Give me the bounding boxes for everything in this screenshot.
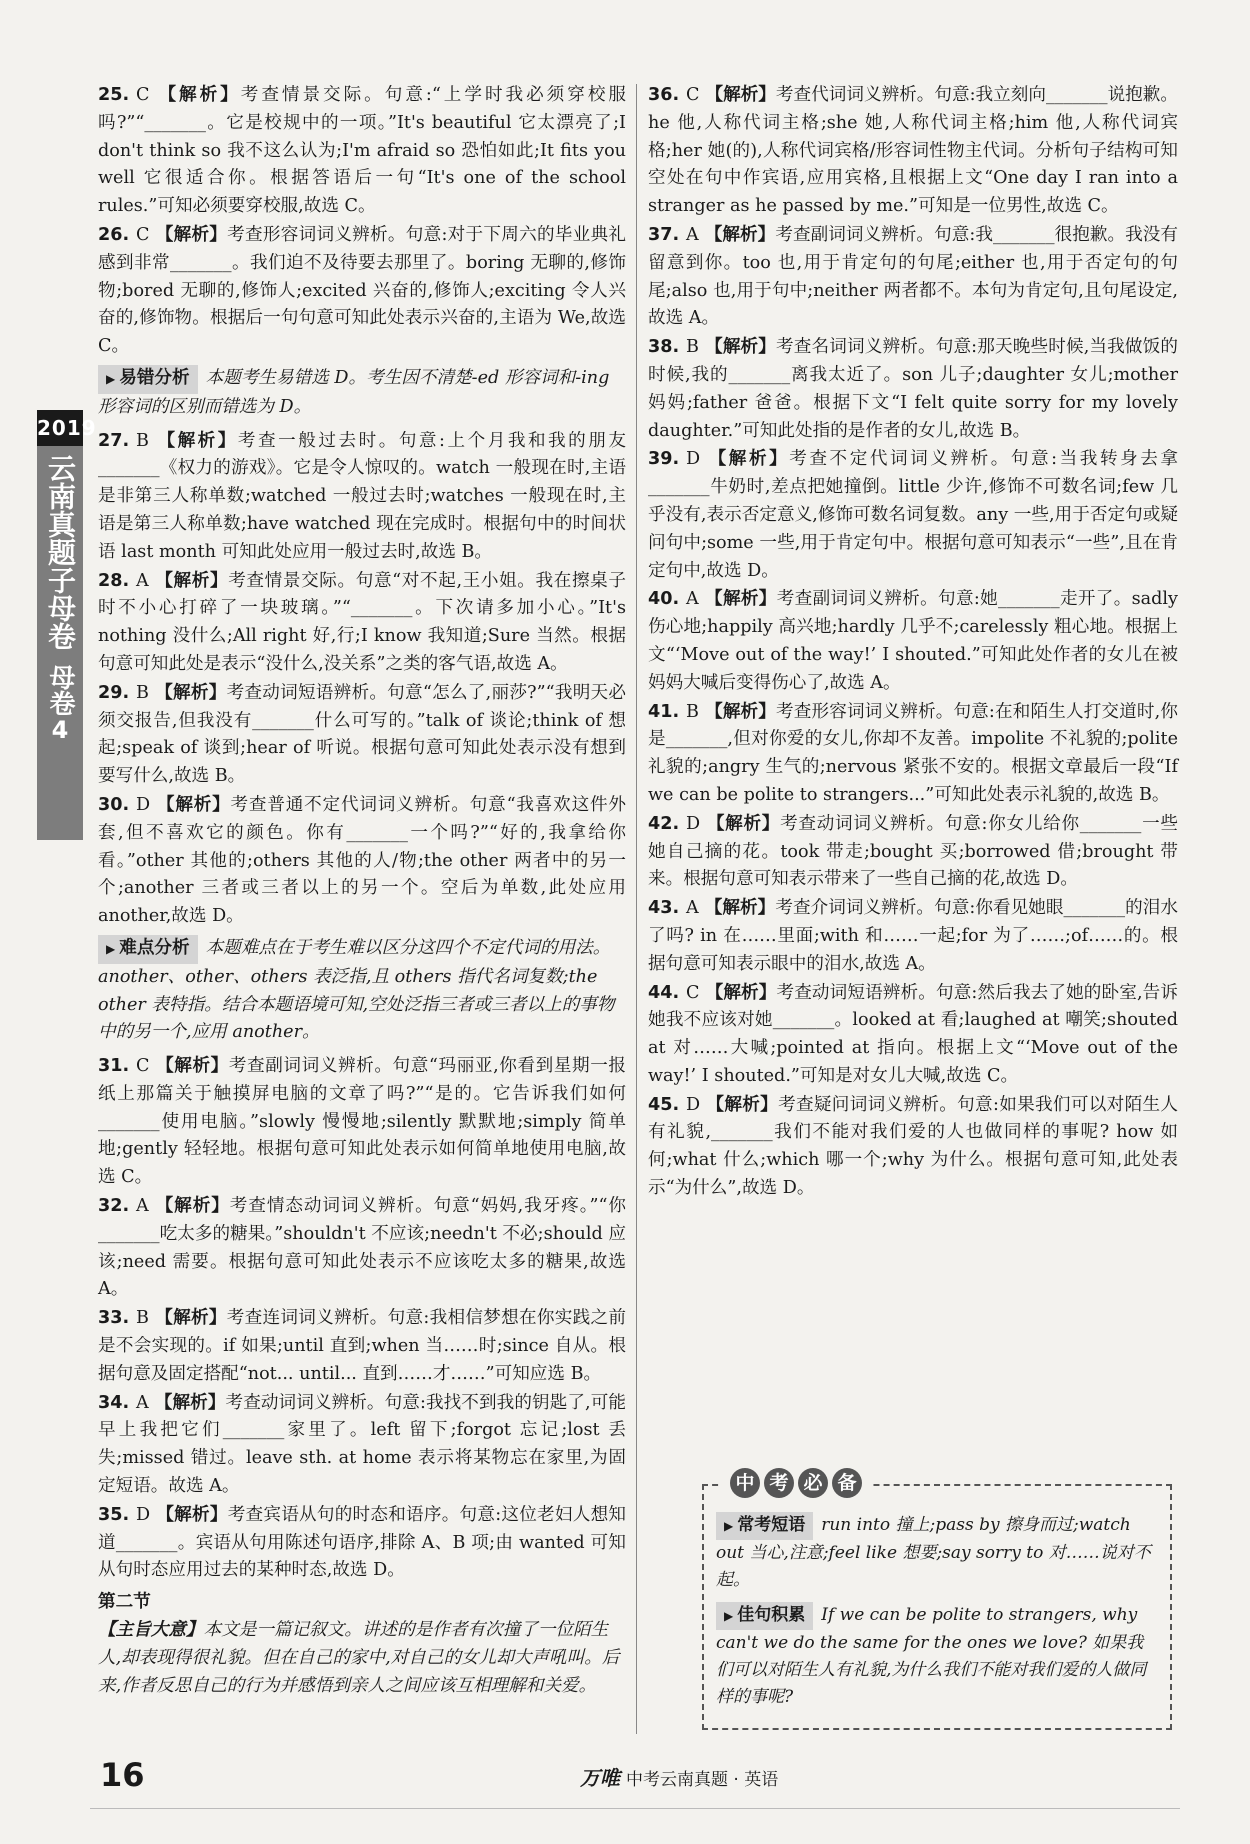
analysis-tag: 【解析】 (704, 224, 776, 245)
analysis-text: 考查动词词义辨析。句意:我找不到我的钥匙了,可能早上我把它们_______家里了。left 留下;forgot 忘记;lost 丢失;missed 错过。leave sth. at home 表示将某物忘在家里,为固定短语。故选 A。 (98, 1392, 626, 1497)
question-number: 35. (98, 1504, 130, 1525)
question-number: 25. (98, 85, 130, 105)
footer-book-title: 中考云南真题 · 英语 (626, 1770, 779, 1790)
phrases-label: ▶ 常考短语 (716, 1512, 813, 1540)
analysis-text: 考查一般过去时。句意:上个月我和我的朋友_______《权力的游戏》。它是令人惊叹的。watch 一般现在时,主语是非第三人称单数;watched 一般过去时;watches 一般现在时,主语是第三人称单数;have watched 现在完成时。根据句中的时间状语 last month 可知此处应用一般过去时,故选 B。 (98, 430, 626, 562)
side-tab-sub-text: 母卷 (45, 664, 75, 716)
question-number: 28. (98, 570, 130, 591)
analysis-tag: 【解析】 (154, 682, 227, 703)
box-title-char: 中 (730, 1468, 760, 1498)
analysis-text: 考查普通不定代词词义辨析。句意“我喜欢这件外套,但不喜欢它的颜色。你有_______一个吗?”“好的,我拿给你看。”other 其他的;others 其他的人/物;the other 两者中的另一个;another 三者或三者以上的另一个。空后为单数,此处应用 another,故选 D。 (98, 794, 626, 927)
analysis-text: 考查疑问词词义辨析。句意:如果我们可以对陌生人有礼貌,_______我们不能对我们爱的人也做同样的事呢? how 如何;what 什么;which 哪一个;why 为什么。根据句意可知,此处表示“为什么”,故选 D。 (648, 1094, 1178, 1199)
analysis-text: 考查介词词义辨析。句意:你看见她眼_______的泪水了吗? in 在……里面;with 和……一起;for 为了……;of……的。根据句意可知表示眼中的泪水,故选 A。 (648, 898, 1178, 974)
analysis-tag: 【解析】 (154, 570, 229, 591)
answer-entry (98, 428, 626, 567)
analysis-text: 考查形容词词义辨析。句意:对于下周六的毕业典礼感到非常_______。我们迫不及待要去那里了。boring 无聊的,修饰物;bored 无聊的,修饰人;excited 兴奋的,修饰人;exciting 令人兴奋的,修饰物。根据后一句句意可知此处表示兴奋的,主语为 We,故选 C。 (98, 224, 626, 357)
answer-letter: C (136, 1056, 150, 1077)
analysis-tag: 【解析】 (705, 982, 777, 1003)
answer-letter: B (136, 682, 149, 703)
left-column (98, 82, 626, 1700)
analysis-text: 考查情态动词词义辨析。句意“妈妈,我牙疼。”“你_______吃太多的糖果。”shouldn't 不应该;needn't 不必;should 应该;need 需要。根据句意可知此处表示不应该吃太多的糖果,故选 A。 (98, 1196, 626, 1300)
note-label: ▶ 易错分析 (98, 365, 198, 394)
question-number: 41. (648, 701, 680, 722)
question-number: 42. (648, 813, 680, 834)
summary-tag: 【主旨大意】 (98, 1620, 204, 1641)
answer-entry (98, 1193, 626, 1304)
answer-entry (648, 334, 1178, 445)
answer-letter: B (136, 430, 149, 451)
question-number: 30. (98, 794, 130, 815)
question-number: 38. (648, 337, 680, 358)
answer-letter: A (136, 1392, 149, 1413)
footer-title (580, 1762, 778, 1791)
analysis-note (98, 365, 626, 422)
sentence-text: If we can be polite to strangers, why can't we do the same for the ones we love? 如果我们可以对陌生人有礼貌,为什么我们不能对我们爱的人做同样的事呢? (716, 1605, 1147, 1707)
side-tab (37, 410, 97, 840)
page-number: 16 (100, 1756, 145, 1794)
question-number: 44. (648, 982, 680, 1003)
question-number: 43. (648, 898, 680, 919)
note-text: 本题考生易错选 D。考生因不清楚-ed 形容词和-ing 形容词的区别而错选为 D。 (98, 367, 610, 417)
answer-entry (98, 82, 626, 221)
question-number: 33. (98, 1308, 130, 1329)
answer-letter: B (136, 1308, 149, 1329)
phrases-text: run into 撞上;pass by 擦身而过;watch out 当心,注意;feel like 想要;say sorry to 对……说对不起。 (716, 1515, 1151, 1590)
question-number: 32. (98, 1196, 130, 1217)
analysis-tag: 【解析】 (154, 430, 238, 451)
footer-line (90, 1808, 1180, 1809)
analysis-tag: 【解析】 (154, 1392, 226, 1413)
analysis-text: 考查动词词义辨析。句意:你女儿给你_______一些她自己摘的花。took 带走;bought 买;borrowed 借;brought 带来。根据句意可知表示带来了一些自己摘的花,故选 D。 (648, 813, 1178, 890)
answer-entry (648, 811, 1178, 894)
answer-entry (648, 586, 1178, 697)
answer-letter: C (686, 85, 700, 105)
question-number: 36. (648, 85, 680, 105)
sentence-row (716, 1602, 1158, 1711)
answer-entry (98, 680, 626, 791)
box-title (722, 1468, 870, 1498)
analysis-text: 考查动词短语辨析。句意:然后我去了她的卧室,告诉她我不应该对她_______。looked at 看;laughed at 嘲笑;shouted at 对……大喊;pointed at 指向。根据上文“‘Move out of the way!’ I shouted.”可知是对女儿大喊,故选 C。 (648, 982, 1178, 1086)
answer-entry (98, 1053, 626, 1192)
analysis-note (98, 935, 626, 1047)
question-number: 26. (98, 224, 130, 245)
analysis-text: 考查名词词义辨析。句意:那天晚些时候,当我做饭的时候,我的_______离我太近了。son 儿子;daughter 女儿;mother 妈妈;father 爸爸。根据下文“I felt quite sorry for my lovely daughter.”可知此处指的是作者的女儿,故选 B。 (648, 337, 1178, 441)
question-number: 27. (98, 430, 130, 451)
note-text: 本题难点在于考生难以区分这四个不定代词的用法。another、other、others 表泛指,且 others 指代名词复数;the other 表特指。结合本题语境可知,空处泛指三者或三者以上的事物中的另一个,应用 another。 (98, 937, 615, 1043)
answer-entry (98, 222, 626, 361)
answer-entry (648, 82, 1178, 221)
answer-letter: D (686, 449, 701, 470)
analysis-text: 考查动词短语辨析。句意“怎么了,丽莎?”“我明天必须交报告,但我没有_______什么可写的。”talk of 谈论;think of 想起;speak of 谈到;hear of 听说。根据句意可知此处表示没有想到要写什么,故选 B。 (98, 682, 626, 787)
answer-letter: C (136, 85, 150, 105)
question-number: 29. (98, 682, 130, 703)
question-number: 34. (98, 1392, 130, 1413)
analysis-text: 考查情景交际。句意:“上学时我必须穿校服吗?”“_______。它是校规中的一项。”It's beautiful 它太漂亮了;I don't think so 我不这么认为;I'm afraid so 恐怕如此;It fits you well 它很适合你。根据答语后一句“It's one of the school rules.”可知必须要穿校服,故选 C。 (98, 85, 626, 217)
side-tab-num: 4 (51, 716, 69, 744)
analysis-tag: 【解析】 (705, 85, 776, 105)
summary (98, 1617, 626, 1700)
answer-entry (648, 980, 1178, 1091)
analysis-tag: 【解析】 (155, 85, 241, 105)
analysis-text: 考查形容词词义辨析。句意:在和陌生人打交道时,你是_______,但对你爱的女儿,你却不友善。impolite 不礼貌的;polite 礼貌的;angry 生气的;nervous 紧张不安的。根据文章最后一段“If we can be polite to strangers...”可知此处表示礼貌的,故选 B。 (648, 701, 1178, 805)
answer-letter: A (136, 1196, 149, 1217)
question-number: 37. (648, 224, 680, 245)
answer-letter: A (686, 589, 699, 610)
analysis-text: 考查副词词义辨析。句意:她_______走开了。sadly 伤心地;happily 高兴地;hardly 几乎不;carelessly 粗心地。根据上文“‘Move out of the way!’ I shouted.”可知此处作者的女儿在被妈妈大喊后变得伤心了,故选 A。 (648, 589, 1178, 693)
analysis-text: 考查副词词义辨析。句意:我_______很抱歉。我没有留意到你。too 也,用于肯定句的句尾;either 也,用于否定句的句尾;also 也,用于句中;neither 两者都不。本句为肯定句,且句尾设定,故选 A。 (648, 224, 1178, 329)
analysis-text: 考查代词词义辨析。句意:我立刻向_______说抱歉。he 他,人称代词主格;she 她,人称代词主格;him 他,人称代词宾格;her 她(的),人称代词宾格/形容词性物主代词。分析句子结构可知空处在句中作宾语,应用宾格,且根据上文“One day I ran into a stranger as he passed by me.”可知是一位男性,故选 C。 (648, 85, 1178, 217)
analysis-text: 考查宾语从句的时态和语序。句意:这位老妇人想知道_______。宾语从句用陈述句语序,排除 A、B 项;由 wanted 可知从句时态应用过去的某种时态,故选 D。 (98, 1504, 626, 1581)
answer-letter: C (686, 982, 700, 1003)
answer-entry (98, 792, 626, 931)
analysis-text: 考查情景交际。句意“对不起,王小姐。我在擦桌子时不小心打碎了一块玻璃。”“_______。下次请多加小心。”It's nothing 没什么;All right 好,行;I know 我知道;Sure 当然。根据句意可知此处是表示“没什么,没关系”之类的客气语,故选 A。 (98, 570, 626, 674)
analysis-tag: 【解析】 (156, 794, 231, 815)
answer-letter: D (686, 1094, 701, 1115)
answer-entry (98, 1502, 626, 1585)
side-tab-sub (45, 664, 75, 716)
box-title-char: 必 (798, 1468, 828, 1498)
answer-letter: D (136, 1504, 151, 1525)
analysis-text: 考查副词词义辨析。句意“玛丽亚,你看到星期一报纸上那篇关于触摸屏电脑的文章了吗?”“是的。它告诉我们如何_______使用电脑。”slowly 慢慢地;silently 默默地;simply 简单地;gently 轻轻地。根据句意可知此处表示如何简单地使用电脑,故选 C。 (98, 1056, 626, 1188)
answer-entry (648, 699, 1178, 810)
answer-letter: A (136, 570, 149, 591)
answer-letter: C (136, 224, 150, 245)
answer-entry (648, 222, 1178, 333)
analysis-tag: 【解析】 (704, 337, 777, 358)
side-tab-title: 云南真题子母卷 (44, 454, 77, 650)
analysis-tag: 【解析】 (704, 589, 777, 610)
question-number: 40. (648, 589, 680, 610)
analysis-tag: 【解析】 (704, 701, 777, 722)
analysis-tag: 【解析】 (155, 224, 228, 245)
answer-entry (648, 895, 1178, 978)
answer-letter: D (136, 794, 151, 815)
answer-entry (98, 568, 626, 679)
note-label: ▶ 难点分析 (98, 935, 198, 964)
exam-essentials-box (702, 1472, 1172, 1730)
column-divider (636, 84, 637, 1734)
side-tab-year: 2019 (37, 410, 83, 446)
analysis-tag: 【解析】 (706, 449, 790, 470)
analysis-tag: 【解析】 (706, 1094, 779, 1115)
box-title-char: 备 (832, 1468, 862, 1498)
summary-text: 本文是一篇记叙文。讲述的是作者有次撞了一位陌生人,却表现得很礼貌。但在自己的家中,对自己的女儿却大声吼叫。后来,作者反思自己的行为并感悟到亲人之间应该互相理解和关爱。 (98, 1620, 620, 1696)
answer-entry (98, 1305, 626, 1388)
analysis-text: 考查连词词义辨析。句意:我相信梦想在你实践之前是不会实现的。if 如果;until 直到;when 当……时;since 自从。根据句意及固定搭配“not... until... 直到……才……”可知应选 B。 (98, 1308, 626, 1384)
answer-letter: B (686, 701, 699, 722)
brand-logo: 万唯 (580, 1766, 620, 1790)
answer-entry (648, 1092, 1178, 1203)
analysis-tag: 【解析】 (154, 1308, 227, 1329)
box-title-char: 考 (764, 1468, 794, 1498)
answer-letter: A (686, 898, 699, 919)
phrases-row (716, 1512, 1158, 1594)
analysis-tag: 【解析】 (704, 898, 776, 919)
answer-letter: B (686, 337, 699, 358)
analysis-tag: 【解析】 (156, 1504, 228, 1525)
right-column (648, 82, 1178, 1204)
section-title: 第二节 (98, 1592, 151, 1613)
question-number: 31. (98, 1056, 130, 1077)
question-number: 45. (648, 1094, 680, 1115)
answer-letter: A (686, 224, 699, 245)
analysis-tag: 【解析】 (155, 1056, 229, 1077)
sentence-label: ▶ 佳句积累 (716, 1602, 813, 1630)
analysis-text: 考查不定代词词义辨析。句意:当我转身去拿_______牛奶时,差点把她撞倒。little 少许,修饰不可数名词;few 几乎没有,表示否定意义,修饰可数名词复数。any 一些,用于否定句或疑问句中;some 一些,用于肯定句中。根据句意可知表示“一些”,且在肯定句中,故选 D。 (648, 449, 1178, 581)
analysis-tag: 【解析】 (154, 1196, 230, 1217)
answer-entry (98, 1390, 626, 1501)
question-number: 39. (648, 449, 680, 470)
answer-entry (648, 446, 1178, 585)
analysis-tag: 【解析】 (706, 813, 781, 834)
answer-letter: D (686, 813, 701, 834)
